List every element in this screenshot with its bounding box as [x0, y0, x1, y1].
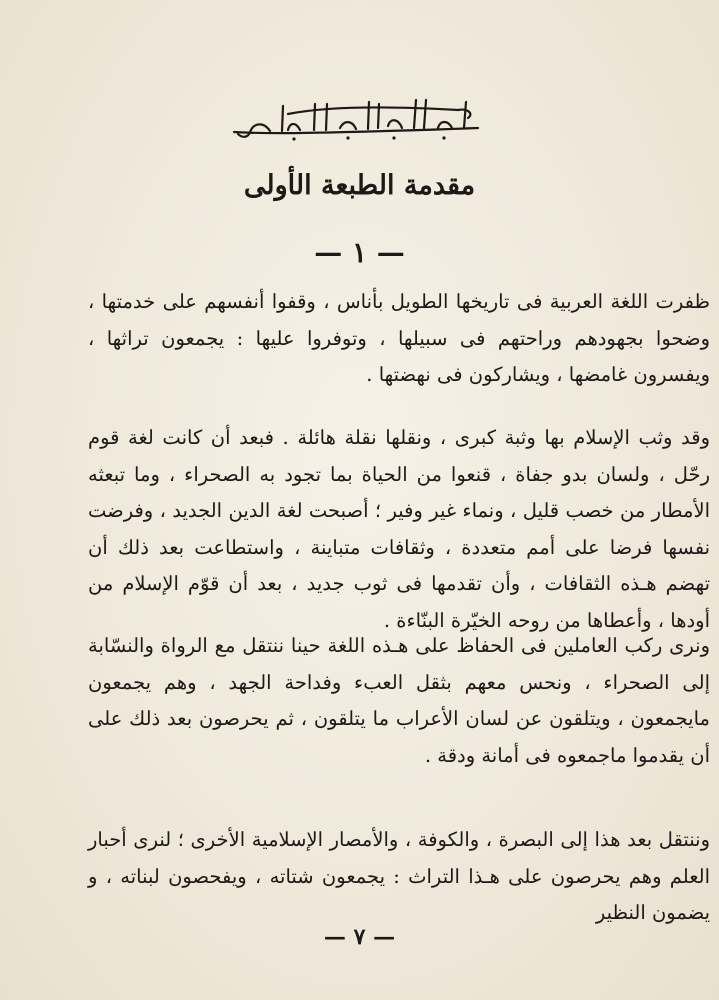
- basmala-calligraphy-icon: [228, 92, 490, 144]
- paragraph-text: وننتقل بعد هذا إلى البصرة ، والكوفة ، والأمصار الإسلامية الأخرى ؛ لنرى أحبار العلم وهم يحرصون على هـذا التراث : يجمعون شتاته ، ويفحصون لبناته ، و يضمون النظير: [88, 828, 710, 924]
- section-number: — ١ —: [314, 236, 405, 269]
- page-number: — ٧ —: [323, 924, 396, 950]
- paragraph-text: ونرى ركب العاملين فى الحفاظ على هـذه اللغة حينا ننتقل مع الرواة والنسّابة إلى الصحراء ، ونحس معهم بثقل العبء وفداحة الجهد ، وهم يجمعون مايجمعون ، ويتلقون عن لسان الأعراب ما يتلقون ، ثم يحرصون بعد ذلك على أن يقدموا ماجمعوه فى أمانة ودقة .: [88, 634, 710, 767]
- page-title: مقدمة الطبعة الأولى: [243, 170, 476, 201]
- basmala-calligraphy: [228, 92, 490, 144]
- paragraph-text: وقد وثب الإسلام بها وثبة كبرى ، ونقلها نقلة هائلة . فبعد أن كانت لغة قوم رحّل ، ولسان بدو جفاة ، قنعوا من الحياة بما تجود به الصحراء ، وما تبعثه الأمطار من خصب قليل ، ونماء غير وفير ؛ أصبحت لغة الدين الجديد ، وفرضت نفسها فرضا على أمم متعددة ، وثقافات متباينة ، واستطاعت بعد ذلك أن تهضم هـذه الثقافات ، وأن تقدمها فى ثوب جديد ، بعد أن قوّم الإسلام من أودها ، وأعطاها من روحه الخيّرة البنّاءة .: [88, 426, 710, 632]
- paragraph-4: [88, 822, 710, 932]
- paragraph-text: ظفرت اللغة العربية فى تاريخها الطويل بأناس ، وقفوا أنفسهم على خدمتها ، وضحوا بجهودهم وراحتهم فى سبيلها ، وتوفروا عليها : يجمعون تراثها ، ويفسرون غامضها ، ويشاركون فى نهضتها .: [88, 290, 710, 386]
- paragraph-1: [88, 284, 710, 394]
- paragraph-3: [88, 628, 710, 774]
- paragraph-2: [88, 420, 710, 639]
